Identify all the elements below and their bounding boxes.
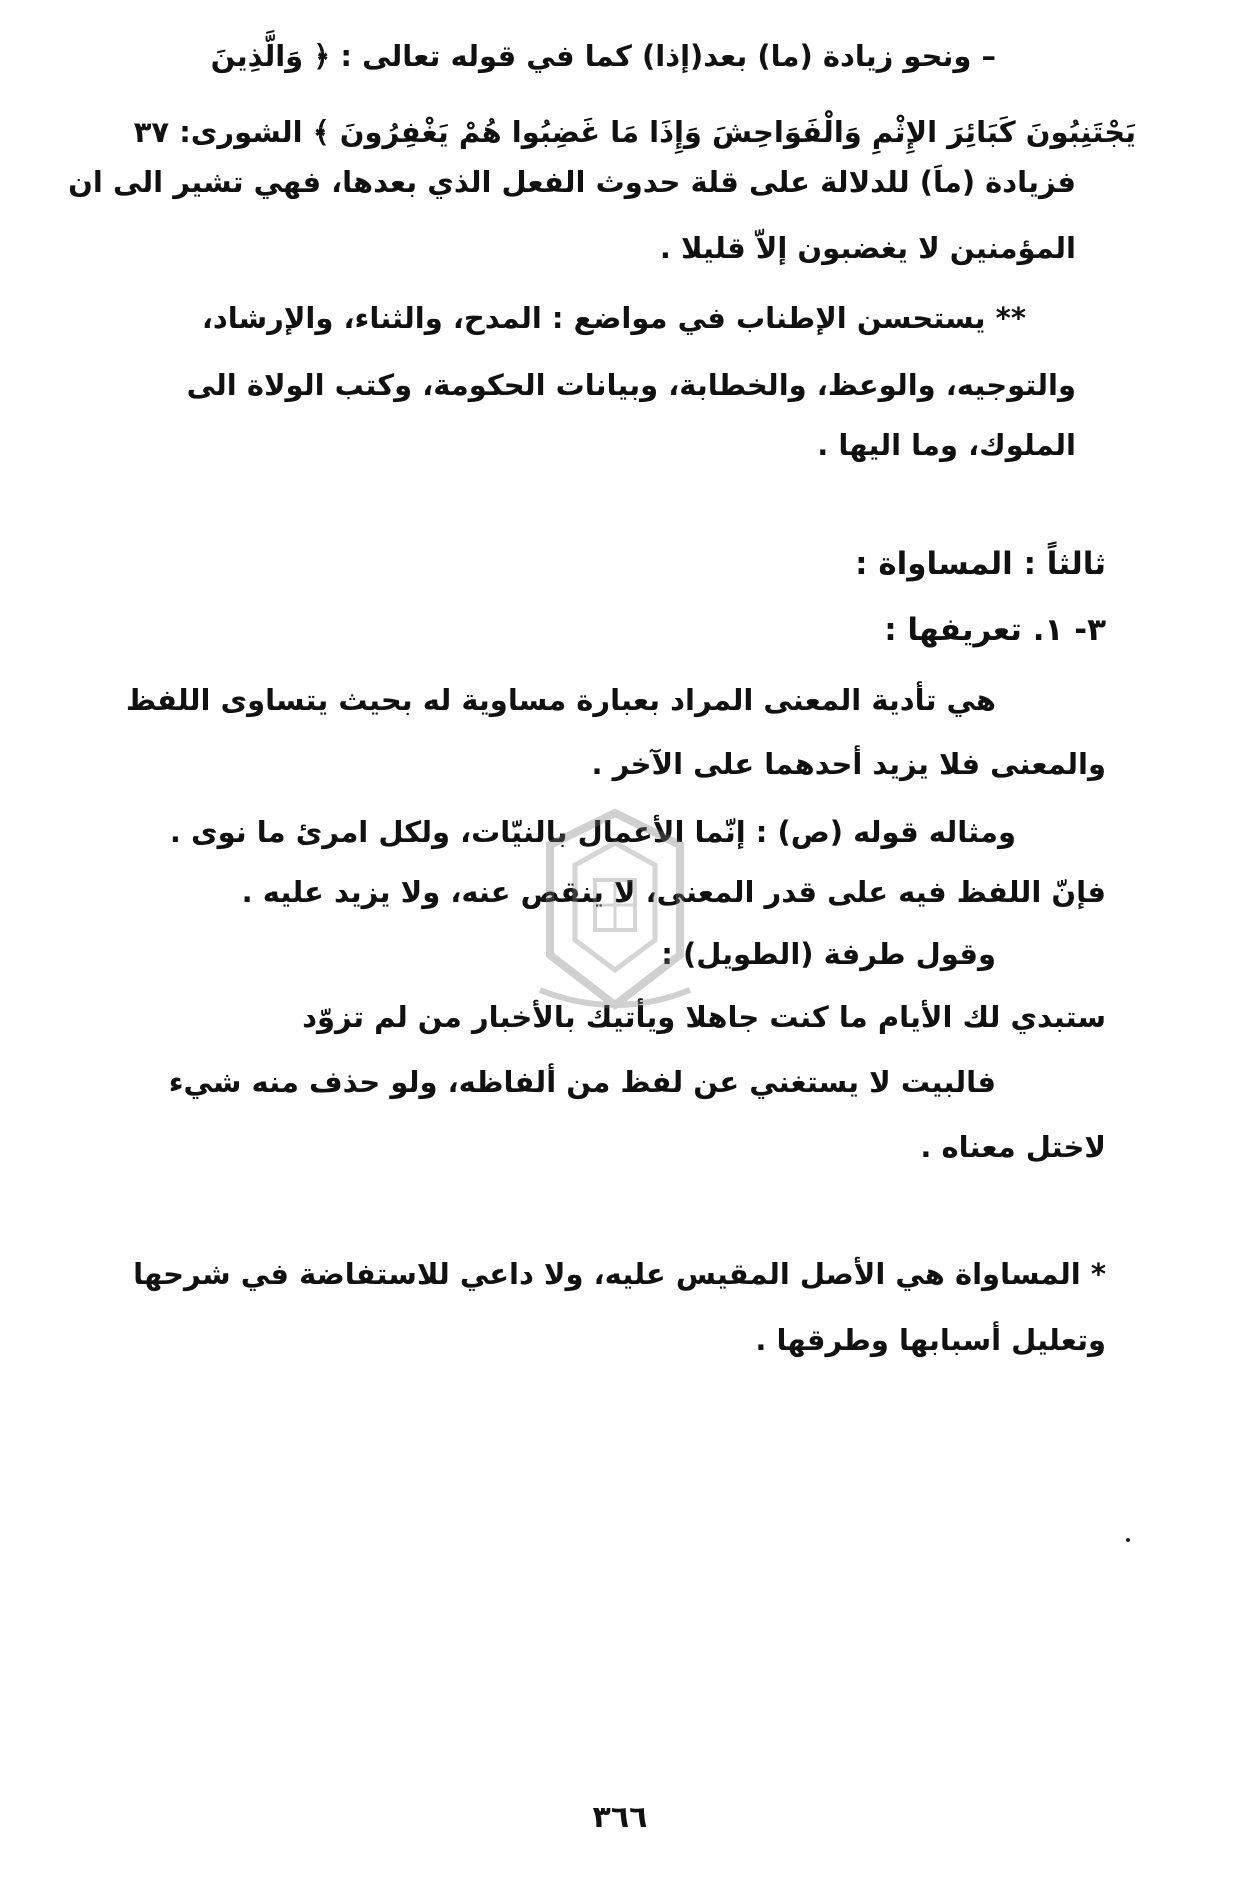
text-line-8: هي تأدية المعنى المراد بعبارة مساوية له بحيث يتساوى اللفظ bbox=[125, 683, 996, 717]
text-line-11: فإنّ اللفظ فيه على قدر المعنى، لا ينقص عنه، ولا يزيد عليه . bbox=[241, 875, 1106, 909]
section-heading: ثالثاً : المساواة : bbox=[855, 546, 1106, 582]
text-line-6: والتوجيه، والوعظ، والخطابة، وبيانات الحكومة، وكتب الولاة الى bbox=[186, 368, 1076, 402]
text-line-3: فزيادة (ماَ) للدلالة على قلة حدوث الفعل الذي بعدها، فهي تشير الى ان bbox=[68, 165, 1076, 199]
text-line-12: وقول طرفة (الطويل) : bbox=[661, 937, 996, 971]
text-line-14: لاختل معناه . bbox=[920, 1130, 1106, 1164]
text-line-4: المؤمنين لا يغضبون إلاّ قليلا . bbox=[659, 231, 1076, 265]
stray-dot bbox=[1126, 1538, 1130, 1542]
text-line-10: ومثاله قوله (ص) : إنّما الأعمال بالنيّات، ولكل امرئ ما نوى . bbox=[169, 815, 1016, 849]
text-line-5: ** يستحسن الإطناب في مواضع : المدح، والثناء، والإرشاد، bbox=[201, 301, 1026, 335]
text-line-7: الملوك، وما اليها . bbox=[817, 428, 1076, 462]
text-line-13: فالبيت لا يستغني عن لفظ من ألفاظه، ولو حذف منه شيء bbox=[168, 1065, 996, 1099]
footnote-line-2: وتعليل أسبابها وطرقها . bbox=[755, 1323, 1106, 1357]
page-number: ٣٦٦ bbox=[592, 1800, 648, 1835]
text-line-9: والمعنى فلا يزيد أحدهما على الآخر . bbox=[591, 747, 1106, 781]
library-watermark-logo bbox=[520, 805, 710, 1025]
text-line-1: – ونحو زيادة (ما) بعد(إذا) كما في قوله تعالى : ﴿ وَالَّذِينَ bbox=[210, 39, 996, 73]
subsection-heading: ٣- ١. تعريفها : bbox=[884, 612, 1106, 648]
text-line-2: يَجْتَنِبُونَ كَبَائِرَ الإِثْمِ وَالْفَوَاحِشَ وَإِذَا مَا غَضِبُوا هُمْ يَغْفِرُونَ ﴾ الشورى: ٣٧ bbox=[133, 115, 1136, 149]
footnote-line-1: * المساواة هي الأصل المقيس عليه، ولا داعي للاستفاضة في شرحها bbox=[133, 1257, 1106, 1291]
poetry-verse: ستبدي لك الأيام ما كنت جاهلا ويأتيك بالأخبار من لم تزوّد bbox=[302, 1000, 1106, 1034]
